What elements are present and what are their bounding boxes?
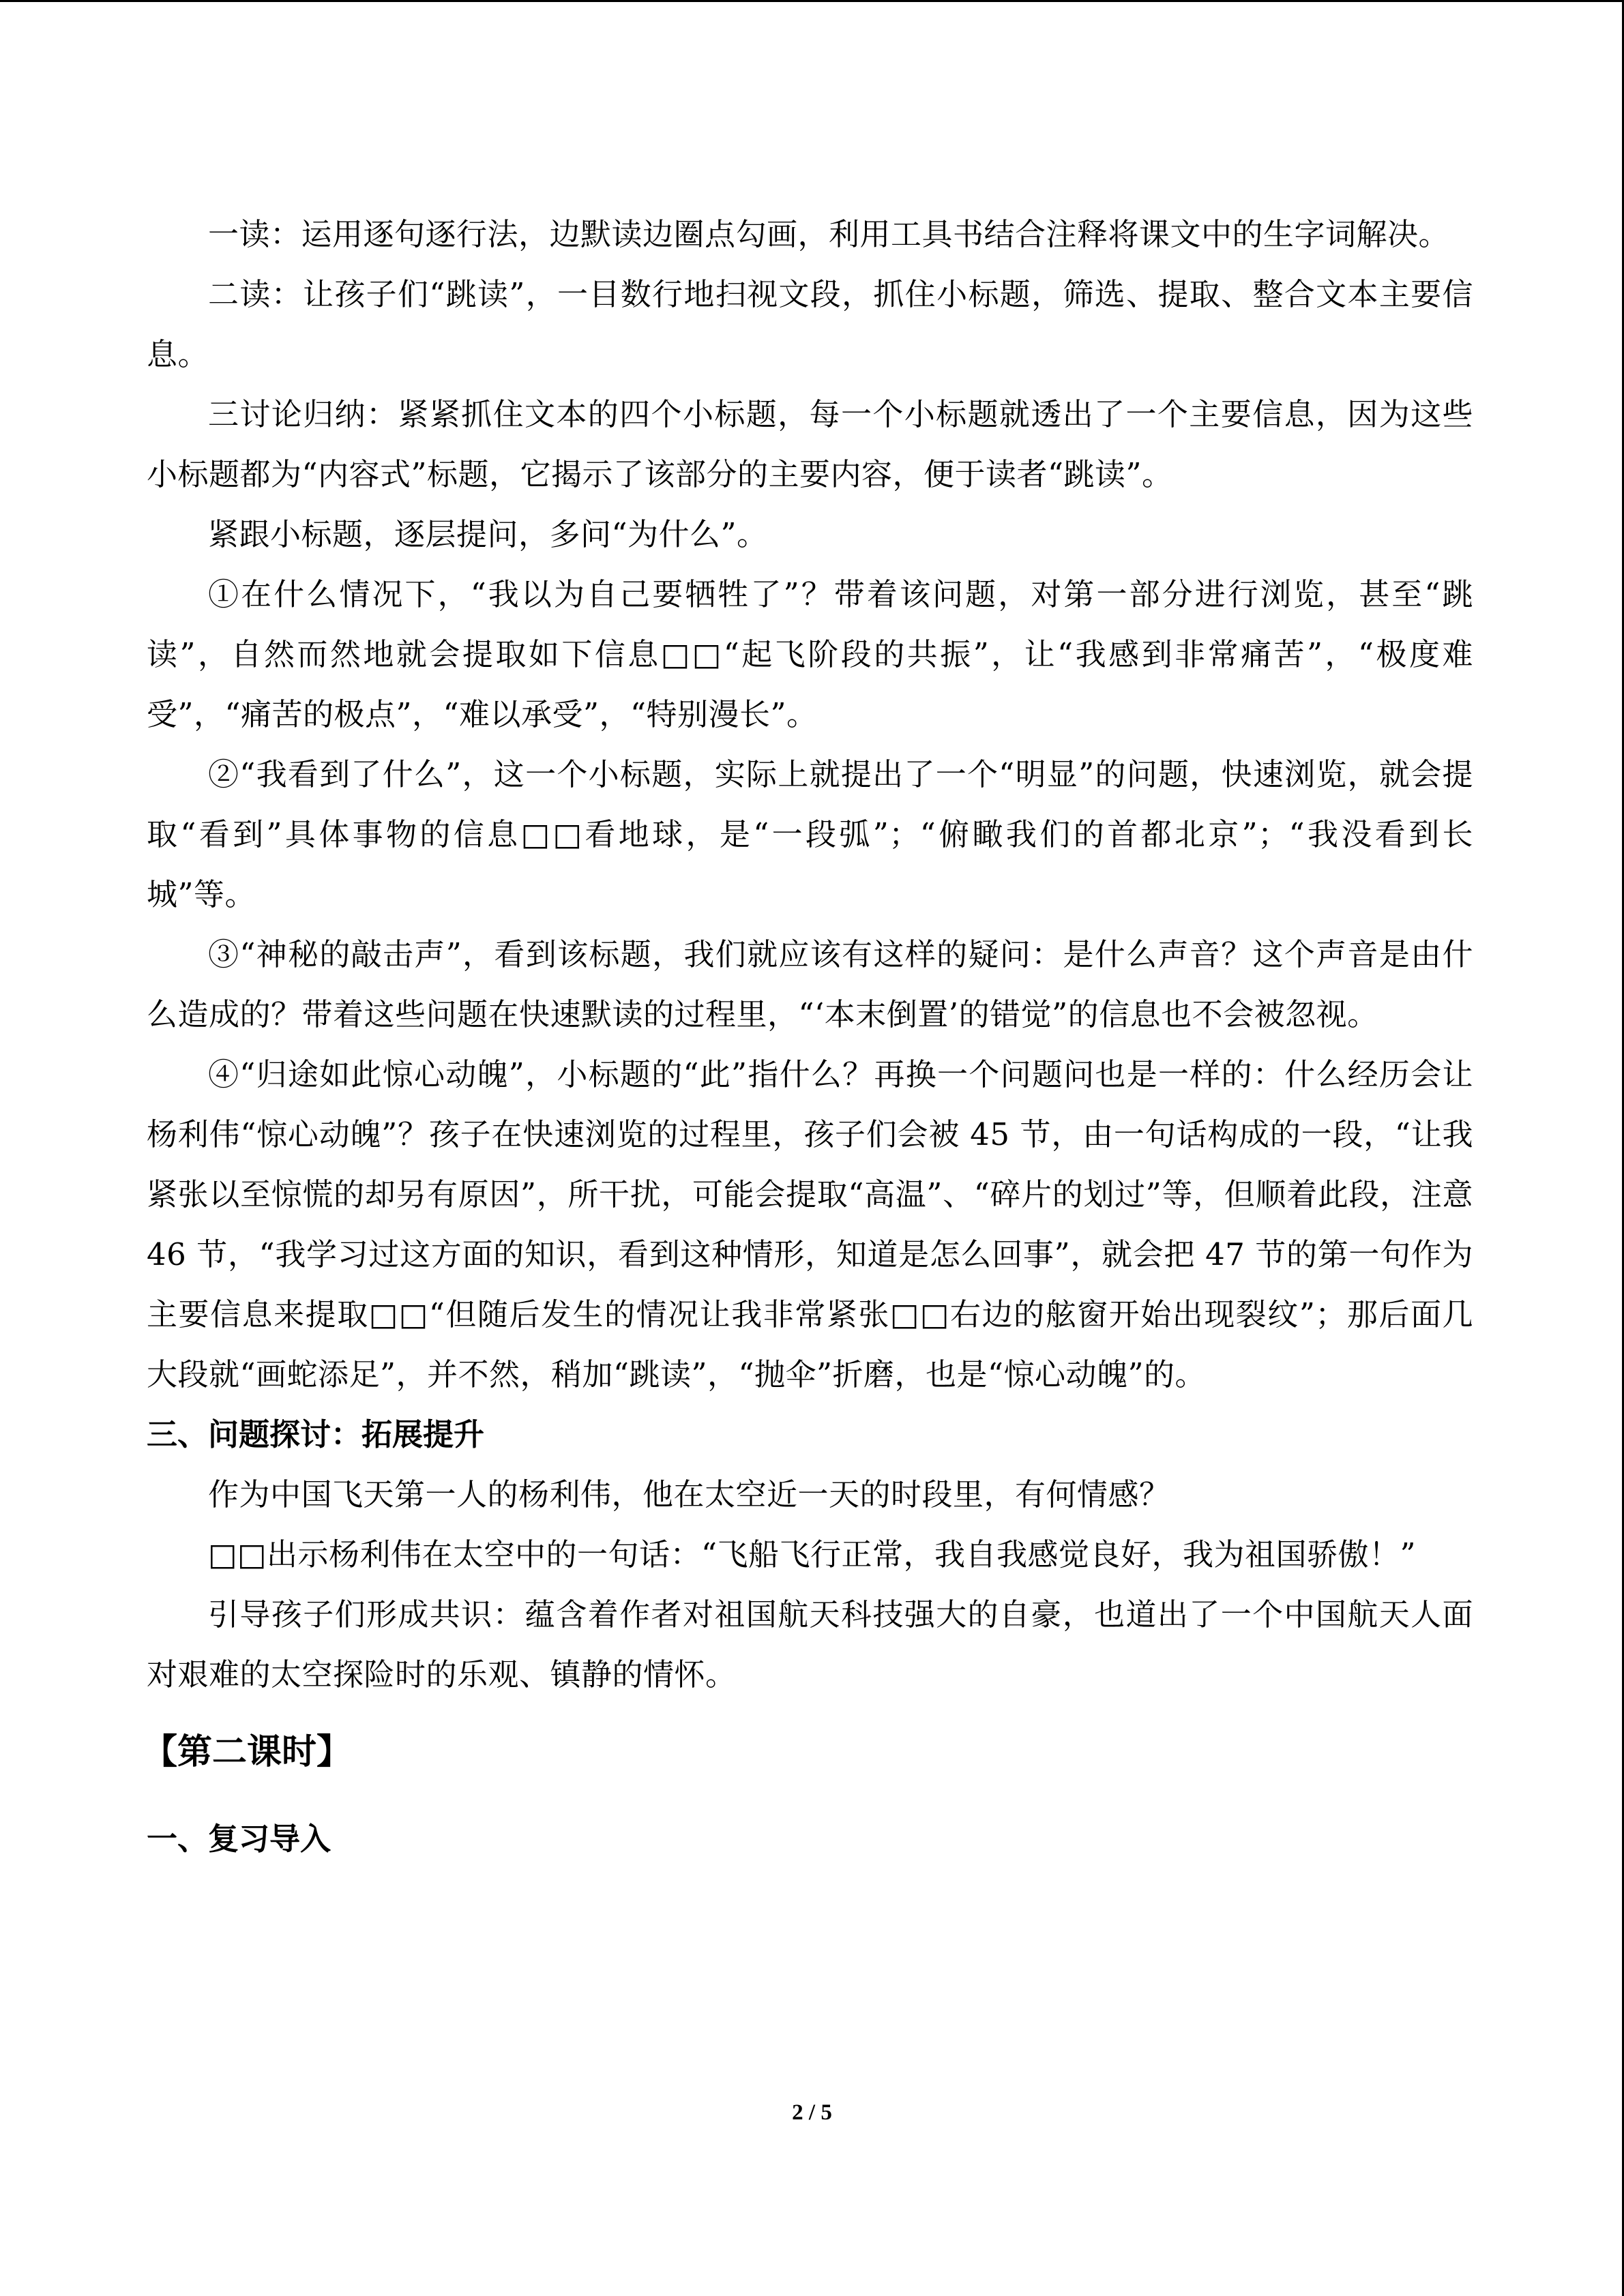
- paragraph-question-emotion: 作为中国飞天第一人的杨利伟，他在太空近一天的时段里，有何情感？: [208, 1476, 1170, 1512]
- paragraph-consensus: 引导孩子们形成共识：蕴含着作者对祖国航天科技强大的自豪，也道出了一个中国航天人面对艰难的太空探险时的乐观、镇静的情怀。: [147, 1596, 1473, 1693]
- paragraph-point-4: ④“归途如此惊心动魄”，小标题的“此”指什么？再换一个问题问也是一样的：什么经历会让杨利伟“惊心动魄”？孩子在快速浏览的过程里，孩子们会被 45 节，由一句话构成的一段，“让我紧张以至惊慌的却另有原因”，所干扰，可能会提取“高温”、“碎片的划过”等，但顺着此段，注意 46 节，“我学习过这方面的知识，看到这种情形，知道是怎么回事”，就会把 47 节的第一句作为主要信息来提取□□“但随后发生的情况让我非常紧张□□右边的舷窗开始出现裂纹”；那后面几大段就“画蛇添足”，并不然，稍加“跳读”，“抛伞”折磨，也是“惊心动魄”的。: [147, 1056, 1473, 1392]
- paragraph-point-3: ③“神秘的敲击声”，看到该标题，我们就应该有这样的疑问：是什么声音？这个声音是由什么造成的？带着这些问题在快速默读的过程里，“‘本末倒置’的错觉”的信息也不会被忽视。: [147, 936, 1473, 1032]
- paragraph-point-2: ②“我看到了什么”，这一个小标题，实际上就提出了一个“明显”的问题，快速浏览，就会提取“看到”具体事物的信息□□看地球，是“一段弧”；“俯瞰我们的首都北京”；“我没看到长城”等。: [147, 756, 1473, 912]
- section-heading-problem-discussion: 三、问题探讨：拓展提升: [147, 1416, 485, 1452]
- page-border-top: [0, 0, 1624, 2]
- paragraph-point-1: ①在什么情况下，“我以为自己要牺牲了”？带着该问题，对第一部分进行浏览，甚至“跳读”，自然而然地就会提取如下信息□□“起飞阶段的共振”，让“我感到非常痛苦”，“极度难受”，“痛苦的极点”，“难以承受”，“特别漫长”。: [147, 576, 1473, 732]
- paragraph-first-reading: 一读：运用逐句逐行法，边默读边圈点勾画，利用工具书结合注释将课文中的生字词解决。: [208, 216, 1450, 252]
- paragraph-second-reading: 二读：让孩子们“跳读”，一目数行地扫视文段，抓住小标题，筛选、提取、整合文本主要信息。: [147, 276, 1473, 372]
- document-body: [143, 205, 1473, 1877]
- paragraph-discussion-summary: 三讨论归纳：紧紧抓住文本的四个小标题，每一个小标题就透出了一个主要信息，因为这些小标题都为“内容式”标题，它揭示了该部分的主要内容，便于读者“跳读”。: [147, 396, 1473, 492]
- page-number: 2 / 5: [792, 2100, 832, 2125]
- section-heading-review-intro: 一、复习导入: [147, 1821, 331, 1857]
- paragraph-follow-subtitles: 紧跟小标题，逐层提问，多问“为什么”。: [208, 516, 768, 552]
- paragraph-quote-yang-liwei: □□出示杨利伟在太空中的一句话：“飞船飞行正常，我自我感觉良好，我为祖国骄傲！”: [208, 1536, 1417, 1572]
- lesson-heading-second-period: 【第二课时】: [143, 1731, 352, 1772]
